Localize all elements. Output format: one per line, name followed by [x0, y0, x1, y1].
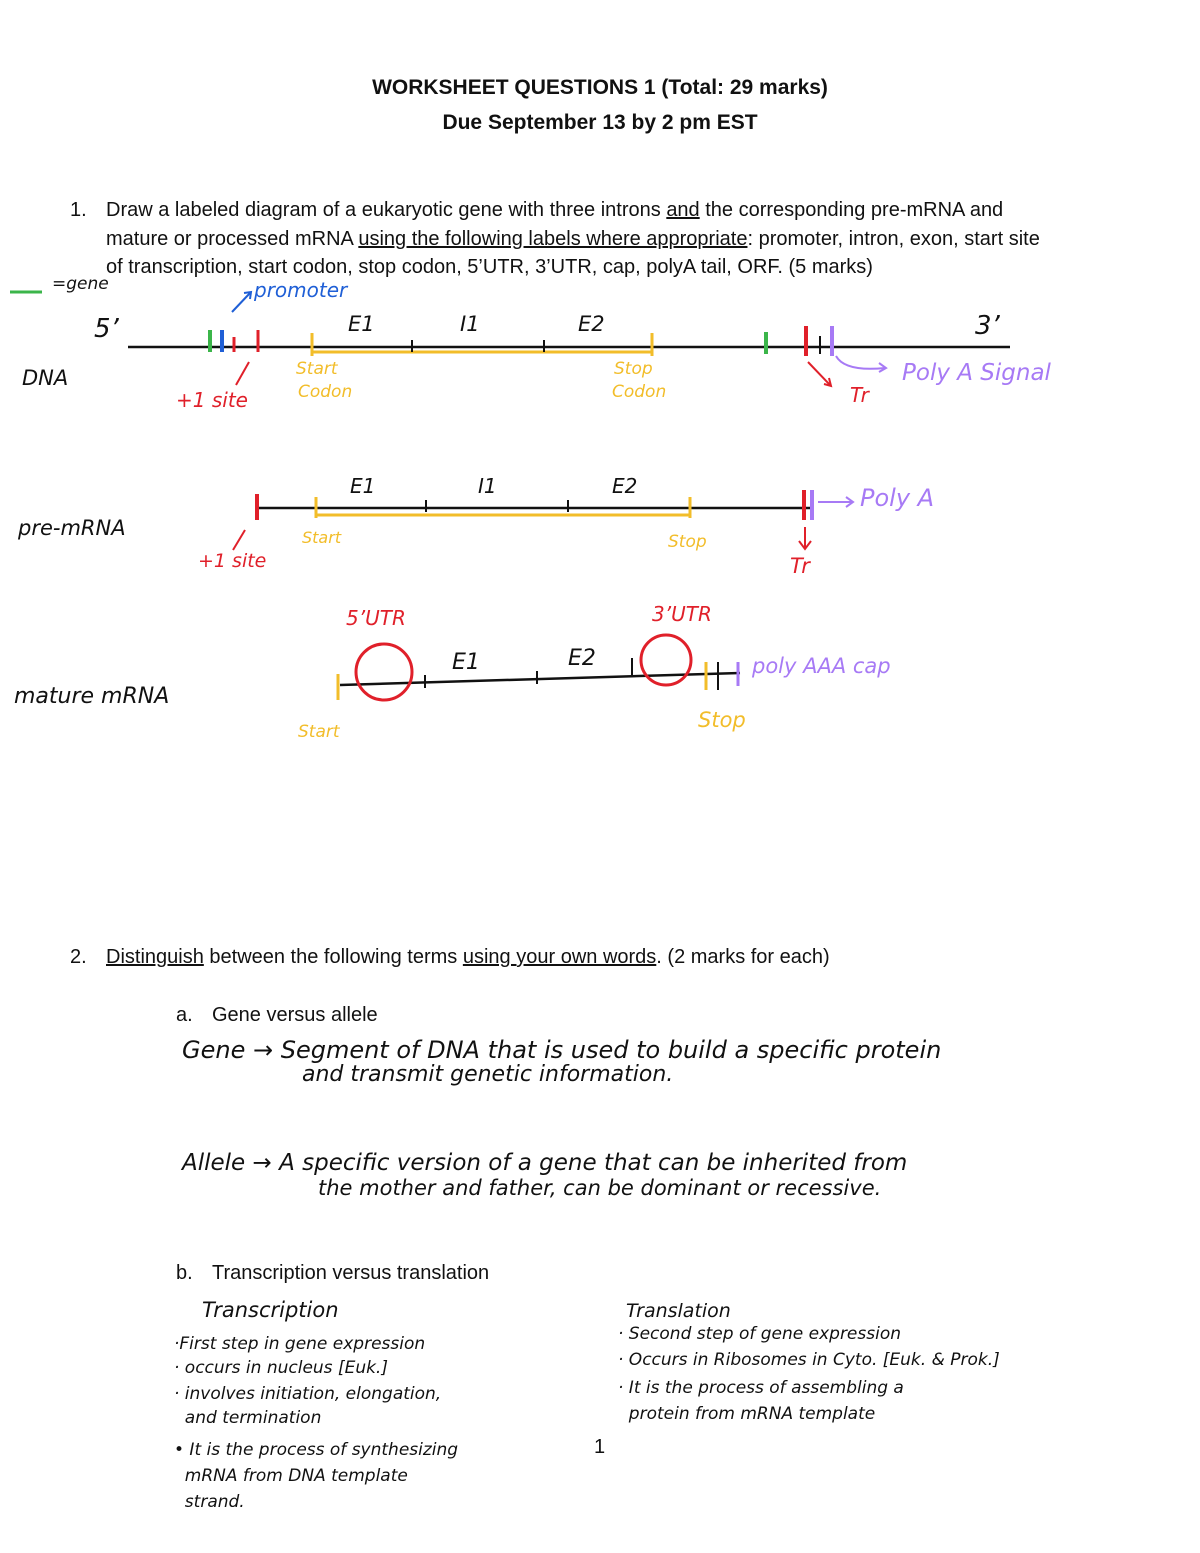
pre-mrna-tr-label: Tr [790, 554, 810, 578]
utr5-circle [356, 644, 412, 700]
pre-mrna-start-label: Start [302, 528, 342, 547]
translation-heading: Translation [626, 1300, 731, 1322]
allele-answer-line2: the mother and father, can be dominant or recessive. [318, 1176, 882, 1200]
dna-i1: I1 [460, 312, 480, 336]
dna-e1: E1 [348, 312, 375, 336]
pre-mrna-row-label: pre-mRNA [18, 516, 126, 540]
dna-start-codon-label: Start [296, 359, 338, 379]
q1-line1: Draw a labeled diagram of a eukaryotic gene with three introns and the corresponding pre-mRNA and [106, 199, 1004, 221]
transcription-item: and termination [174, 1408, 322, 1428]
due-date: Due September 13 by 2 pm EST [442, 111, 758, 134]
q2-number: 2. [70, 946, 87, 968]
translation-item: · Occurs in Ribosomes in Cyto. [Euk. & Prok.] [618, 1350, 1000, 1370]
pre-mrna-e1: E1 [350, 474, 376, 498]
transcription-item: strand. [174, 1492, 245, 1512]
mature-e1: E1 [452, 650, 480, 675]
q2b-label: b. [176, 1262, 193, 1284]
q1-line3: of transcription, start codon, stop codon, 5’UTR, 3’UTR, cap, polyA tail, ORF. (5 marks) [106, 256, 873, 278]
translation-item: protein from mRNA template [618, 1404, 876, 1424]
promoter-arrow [232, 293, 250, 312]
allele-answer-line1: Allele → A specific version of a gene that can be inherited from [182, 1150, 908, 1176]
translation-item: · Second step of gene expression [618, 1324, 901, 1344]
transcription-heading: Transcription [202, 1298, 339, 1322]
pre-mrna-i1: I1 [478, 474, 497, 498]
dna-3prime: 3’ [975, 311, 1000, 341]
mature-e2: E2 [568, 646, 596, 671]
pre-mrna-e2: E2 [612, 474, 638, 498]
legend-label: =gene [52, 274, 109, 294]
dna-stop-codon-label-2: Codon [612, 382, 667, 402]
page-number: 1 [594, 1436, 606, 1458]
mature-stop-label: Stop [698, 708, 746, 732]
mature-mrna-row-label: mature mRNA [14, 684, 170, 709]
utr5-label: 5’UTR [346, 606, 406, 630]
q1-line2: mature or processed mRNA using the following labels where appropriate: promoter, intron, exon, start site [106, 228, 1040, 250]
transcription-item: · occurs in nucleus [Euk.] [174, 1358, 388, 1378]
promoter-label: promoter [254, 278, 348, 302]
q1-number: 1. [70, 199, 87, 221]
transcription-item: ·First step in gene expression [174, 1334, 426, 1354]
transcription-item: mRNA from DNA template [174, 1466, 408, 1486]
pre-mrna-plus1-label: +1 site [198, 550, 267, 572]
dna-row-label: DNA [22, 366, 69, 390]
q2a-title: Gene versus allele [212, 1004, 378, 1026]
pre-mrna-polya-label: Poly A [860, 484, 935, 512]
q2b-title: Transcription versus translation [212, 1262, 490, 1284]
utr3-label: 3’UTR [652, 602, 712, 626]
gene-answer-line2: and transmit genetic information. [302, 1062, 674, 1087]
translation-item: · It is the process of assembling a [618, 1378, 904, 1398]
q2a-label: a. [176, 1004, 193, 1026]
transcription-item: • It is the process of synthesizing [174, 1440, 459, 1460]
mature-polya-cap-label: poly AAA cap [752, 654, 891, 678]
dna-start-codon-label-2: Codon [298, 382, 353, 402]
utr3-circle [641, 635, 691, 685]
dna-tr-label: Tr [850, 383, 869, 407]
pre-mrna-stop-label: Stop [668, 532, 707, 552]
mature-start-label: Start [298, 722, 340, 742]
transcription-item: · involves initiation, elongation, [174, 1384, 442, 1404]
dna-polya-signal-label: Poly A Signal [902, 360, 1051, 386]
dna-5prime: 5’ [94, 314, 119, 344]
gene-answer-line1: Gene → Segment of DNA that is used to build a specific protein [182, 1036, 942, 1064]
q2-prompt: Distinguish between the following terms using your own words. (2 marks for each) [106, 946, 830, 968]
dna-stop-codon-label: Stop [614, 359, 653, 379]
worksheet-title: WORKSHEET QUESTIONS 1 (Total: 29 marks) [372, 76, 828, 99]
dna-e2: E2 [578, 312, 605, 336]
dna-plus1-label: +1 site [176, 388, 248, 412]
